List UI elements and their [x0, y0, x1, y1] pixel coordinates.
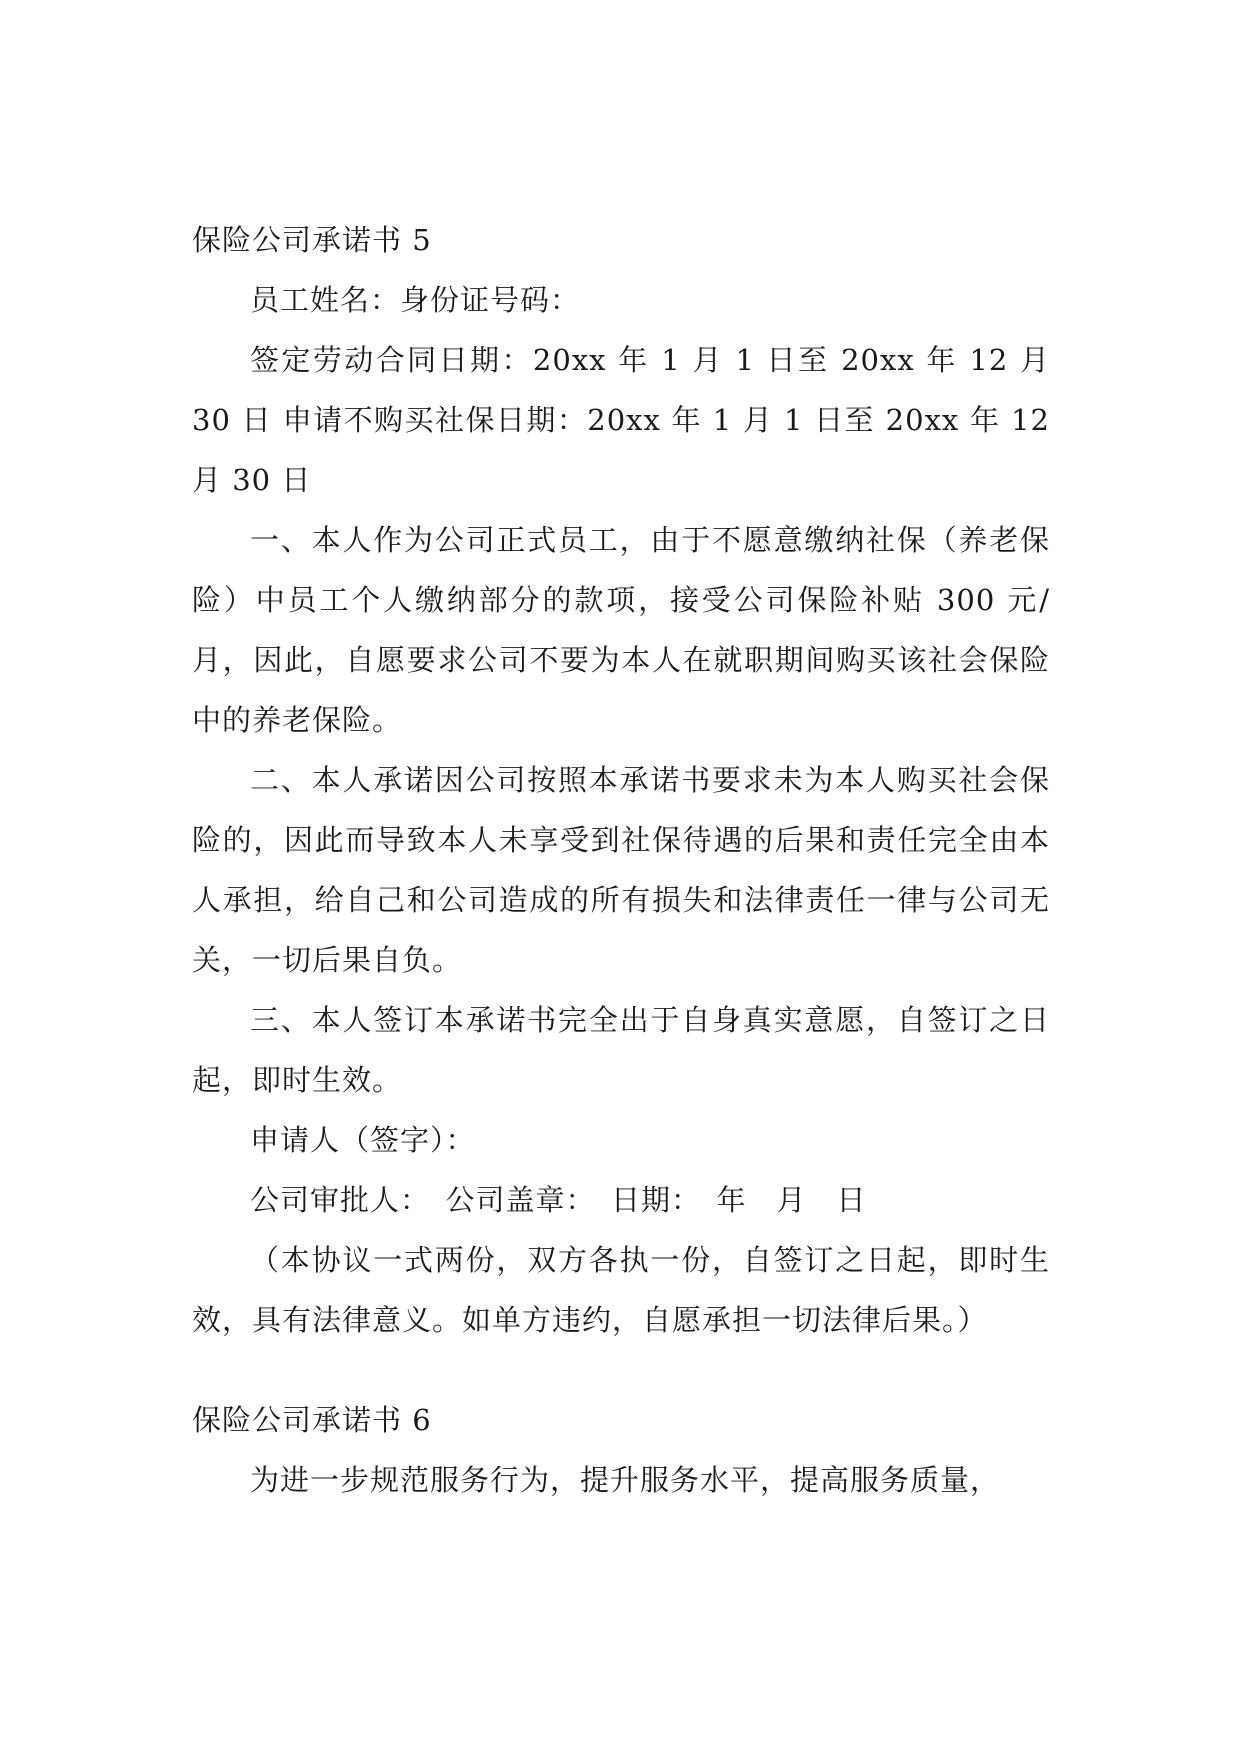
section-6-intro-paragraph: 为进一步规范服务行为，提升服务水平，提高服务质量，	[250, 1463, 1001, 1497]
employee-info-line: 员工姓名：身份证号码：	[250, 283, 581, 317]
approval-line: 公司审批人： 公司盖章： 日期： 年 月 日	[250, 1183, 867, 1217]
section-5-title: 保险公司承诺书 5	[192, 223, 432, 257]
document-body	[192, 210, 1050, 1510]
contract-dates-paragraph: 签定劳动合同日期：20xx 年 1 月 1 日至 20xx 年 12 月 30 日 申请不购买社保日期：20xx 年 1 月 1 日至 20xx 年 12 月 30 日	[192, 343, 1050, 497]
section-divider-space	[192, 1350, 1050, 1390]
clause-three-paragraph: 三、本人签订本承诺书完全出于自身真实意愿，自签订之日起，即时生效。	[192, 1003, 1050, 1097]
section-6-title: 保险公司承诺书 6	[192, 1403, 432, 1437]
agreement-note-paragraph: （本协议一式两份，双方各执一份，自签订之日起，即时生效，具有法律意义。如单方违约，自愿承担一切法律后果。）	[192, 1243, 1050, 1337]
clause-two-paragraph: 二、本人承诺因公司按照本承诺书要求未为本人购买社会保险的，因此而导致本人未享受到社保待遇的后果和责任完全由本人承担，给自己和公司造成的所有损失和法律责任一律与公司无关，一切后果自负。	[192, 763, 1050, 977]
clause-one-paragraph: 一、本人作为公司正式员工，由于不愿意缴纳社保（养老保险）中员工个人缴纳部分的款项，接受公司保险补贴 300 元/月，因此，自愿要求公司不要为本人在就职期间购买该社会保险中的养老保险。	[192, 523, 1050, 737]
applicant-signature-line: 申请人（签字）：	[250, 1123, 476, 1157]
